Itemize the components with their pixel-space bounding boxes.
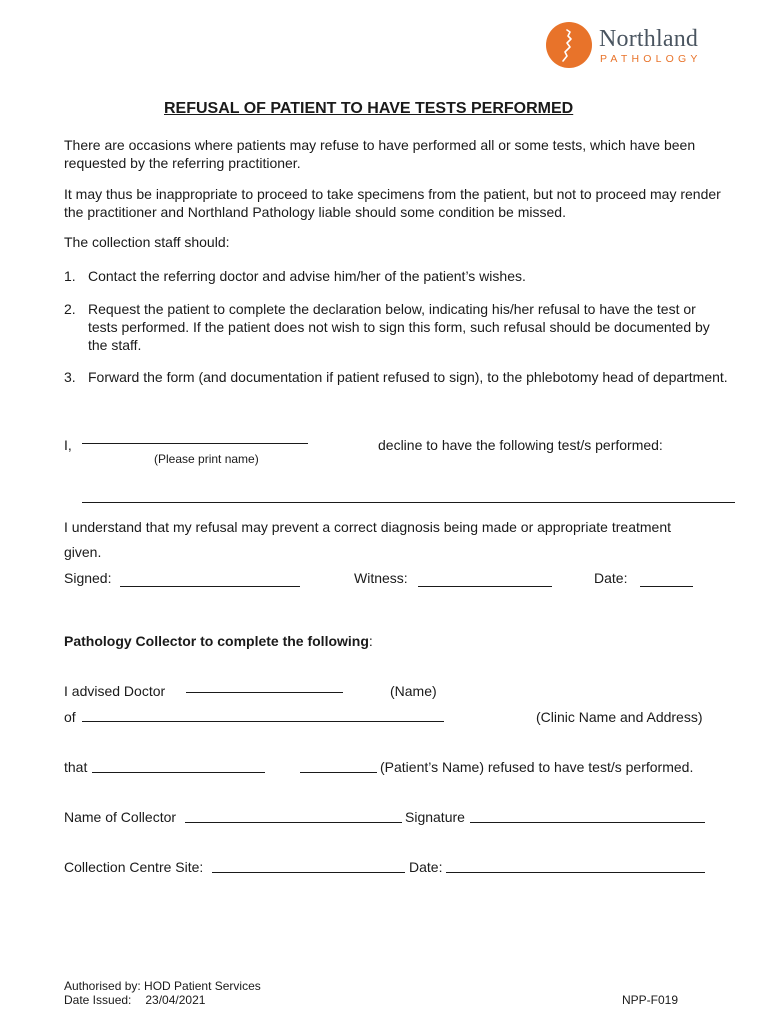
signed-label: Signed:: [64, 570, 112, 586]
advised-doctor-label: I advised Doctor: [64, 683, 166, 699]
step-3-number: 3.: [64, 369, 76, 385]
patient-name-hint: (Patient’s Name) refused to have test/s performed.: [380, 759, 694, 775]
declined-tests-field[interactable]: [82, 502, 735, 503]
collector-name-field[interactable]: [185, 822, 402, 823]
collector-date-label: Date:: [409, 859, 443, 875]
signed-field[interactable]: [120, 586, 300, 587]
collector-heading-text: Pathology Collector to complete the following: [64, 633, 369, 649]
intro-paragraph-2: It may thus be inappropriate to proceed to take specimens from the patient, but not to proceed may render the practitioner and Northland Pathology liable should some condition be missed.: [64, 186, 721, 220]
intro-paragraph-1: There are occasions where patients may refuse to have performed all or some tests, which have been requested by the referring practitioner.: [64, 137, 696, 171]
footer-date-issued: [64, 993, 205, 1008]
doctor-name-field[interactable]: [186, 692, 343, 693]
that-label: that: [64, 759, 88, 775]
collector-name-label: Name of Collector: [64, 809, 177, 825]
print-name-hint: (Please print name): [154, 452, 259, 466]
clinic-field[interactable]: [82, 721, 444, 722]
form-code: NPP-F019: [622, 993, 679, 1007]
doctor-name-hint: (Name): [390, 683, 437, 699]
signature-label: Signature: [405, 809, 465, 825]
collector-date-field[interactable]: [446, 872, 705, 873]
decline-text: decline to have the following test/s performed:: [378, 437, 663, 453]
patient-print-name-field[interactable]: [82, 443, 308, 444]
of-label: of: [64, 709, 76, 725]
date-field[interactable]: [640, 586, 693, 587]
logo-subtitle: PATHOLOGY: [600, 53, 702, 65]
step-1-text: Contact the referring doctor and advise him/her of the patient’s wishes.: [88, 268, 526, 284]
collector-heading-colon: :: [368, 633, 373, 649]
logo-name: Northland: [599, 26, 699, 52]
understand-text-line-2: given.: [64, 544, 102, 560]
clinic-hint: (Clinic Name and Address): [536, 709, 703, 725]
step-2-number: 2.: [64, 301, 76, 317]
date-issued-label: Date Issued:: [64, 993, 132, 1007]
signature-field[interactable]: [470, 822, 705, 823]
collection-site-label: Collection Centre Site:: [64, 859, 204, 875]
witness-field[interactable]: [418, 586, 552, 587]
page-title: REFUSAL OF PATIENT TO HAVE TESTS PERFORMED: [164, 100, 574, 117]
understand-text-line-1: I understand that my refusal may prevent a correct diagnosis being made or appropriate treatment: [64, 519, 671, 535]
step-2-text: Request the patient to complete the declaration below, indicating his/her refusal to have the test or tests performed. If the patient does not wish to sign this form, such refusal should be documented by the staff.: [88, 301, 710, 353]
witness-label: Witness:: [354, 570, 408, 586]
collector-heading: [64, 632, 373, 650]
step-1-number: 1.: [64, 268, 76, 284]
footer-authorised: Authorised by: HOD Patient Services: [64, 979, 261, 993]
date-label: Date:: [594, 570, 628, 586]
collection-site-field[interactable]: [212, 872, 405, 873]
patient-name-field[interactable]: [300, 772, 377, 773]
step-3-text: Forward the form (and documentation if patient refused to sign), to the phlebotomy head of department.: [88, 369, 728, 385]
intro-paragraph-3: The collection staff should:: [64, 234, 230, 250]
that-field[interactable]: [92, 772, 265, 773]
i-label: I,: [64, 437, 72, 453]
date-issued-value: 23/04/2021: [145, 993, 206, 1007]
northland-logo-icon: [546, 22, 592, 68]
